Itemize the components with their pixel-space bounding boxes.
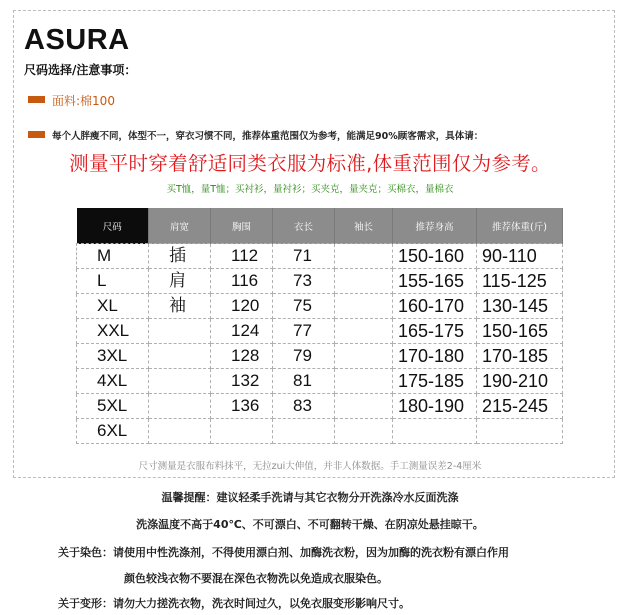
sleeve-cell bbox=[335, 344, 393, 369]
orange-bar-icon bbox=[28, 131, 45, 138]
table-row bbox=[77, 294, 563, 319]
care-tip-line-1: 温馨提醒：建议轻柔手洗请与其它衣物分开洗涤冷水反面洗涤 bbox=[161, 491, 459, 504]
table-row bbox=[77, 344, 563, 369]
size-cell: 6XL bbox=[77, 419, 149, 444]
table-header-row bbox=[77, 208, 563, 244]
column-header: 袖长 bbox=[335, 208, 393, 244]
column-header: 尺码 bbox=[77, 208, 149, 244]
chest-cell: 120 bbox=[211, 294, 273, 319]
measure-headline: 测量平时穿着舒适同类衣服为标准,体重范围仅为参考。 bbox=[69, 152, 551, 175]
dye-note-line-1: 关于染色：请使用中性洗涤剂，不得使用漂白剂、加酶洗衣粉，因为加酶的洗衣粉有漂白作用 bbox=[58, 546, 509, 559]
length-cell: 71 bbox=[273, 244, 335, 269]
weight-cell: 130-145 bbox=[477, 294, 563, 319]
length-cell: 79 bbox=[273, 344, 335, 369]
column-header: 衣长 bbox=[273, 208, 335, 244]
height-cell: 150-160 bbox=[393, 244, 477, 269]
weight-cell: 170-185 bbox=[477, 344, 563, 369]
weight-cell: 215-245 bbox=[477, 394, 563, 419]
table-row bbox=[77, 419, 563, 444]
table-row bbox=[77, 369, 563, 394]
height-cell: 175-185 bbox=[393, 369, 477, 394]
sleeve-cell bbox=[335, 319, 393, 344]
table-row bbox=[77, 269, 563, 294]
length-cell bbox=[273, 419, 335, 444]
column-header: 推荐体重(斤) bbox=[477, 208, 563, 244]
height-cell: 155-165 bbox=[393, 269, 477, 294]
sleeve-cell bbox=[335, 294, 393, 319]
brand-logo-text: ASURA bbox=[24, 24, 130, 56]
dye-note-line-2: 颜色较浅衣物不要混在深色衣物洗以免造成衣服染色。 bbox=[124, 572, 388, 585]
chest-cell bbox=[211, 419, 273, 444]
table-row bbox=[77, 394, 563, 419]
height-cell: 170-180 bbox=[393, 344, 477, 369]
length-cell: 81 bbox=[273, 369, 335, 394]
column-header: 推荐身高 bbox=[393, 208, 477, 244]
size-cell: XXL bbox=[77, 319, 149, 344]
chest-cell: 136 bbox=[211, 394, 273, 419]
weight-cell: 90-110 bbox=[477, 244, 563, 269]
sleeve-cell bbox=[335, 394, 393, 419]
shoulder-cell bbox=[149, 369, 211, 394]
sleeve-cell bbox=[335, 244, 393, 269]
page-subheading: 尺码选择/注意事项： bbox=[24, 63, 137, 77]
height-cell: 180-190 bbox=[393, 394, 477, 419]
shoulder-cell: 袖 bbox=[149, 294, 211, 319]
chest-cell: 124 bbox=[211, 319, 273, 344]
shoulder-cell bbox=[149, 419, 211, 444]
shoulder-cell bbox=[149, 319, 211, 344]
sleeve-cell bbox=[335, 419, 393, 444]
size-cell: XL bbox=[77, 294, 149, 319]
measurement-note: 尺寸测量是衣服布料抹平，无拉zui大伸值，并非人体数据。手工测量误差2-4厘米 bbox=[138, 461, 482, 472]
length-cell: 73 bbox=[273, 269, 335, 294]
size-table bbox=[76, 208, 563, 444]
height-cell: 160-170 bbox=[393, 294, 477, 319]
chest-cell: 112 bbox=[211, 244, 273, 269]
shoulder-cell bbox=[149, 344, 211, 369]
weight-cell bbox=[477, 419, 563, 444]
sleeve-cell bbox=[335, 369, 393, 394]
weight-cell: 115-125 bbox=[477, 269, 563, 294]
shoulder-cell: 插 bbox=[149, 244, 211, 269]
length-cell: 83 bbox=[273, 394, 335, 419]
shoulder-cell: 肩 bbox=[149, 269, 211, 294]
table-row bbox=[77, 319, 563, 344]
table-row bbox=[77, 244, 563, 269]
size-cell: L bbox=[77, 269, 149, 294]
size-cell: M bbox=[77, 244, 149, 269]
fabric-label: 面料:棉100 bbox=[52, 94, 115, 108]
sleeve-cell bbox=[335, 269, 393, 294]
orange-bar-icon bbox=[28, 96, 45, 103]
fit-note: 每个人胖瘦不同，体型不一，穿衣习惯不同，推荐体重范围仅为参考，能满足90%顾客需求，具体请： bbox=[52, 131, 484, 142]
chest-cell: 132 bbox=[211, 369, 273, 394]
chest-cell: 128 bbox=[211, 344, 273, 369]
size-cell: 4XL bbox=[77, 369, 149, 394]
height-cell bbox=[393, 419, 477, 444]
weight-cell: 190-210 bbox=[477, 369, 563, 394]
measure-instructions: 买T恤，量T恤；买衬衫，量衬衫；买夹克，量夹克；买棉衣，量棉衣 bbox=[166, 184, 454, 195]
size-cell: 3XL bbox=[77, 344, 149, 369]
height-cell: 165-175 bbox=[393, 319, 477, 344]
length-cell: 77 bbox=[273, 319, 335, 344]
shoulder-cell bbox=[149, 394, 211, 419]
chest-cell: 116 bbox=[211, 269, 273, 294]
care-tip-line-2: 洗涤温度不高于40℃、不可漂白、不可翻转干燥、在阴凉处悬挂晾干。 bbox=[136, 518, 484, 531]
length-cell: 75 bbox=[273, 294, 335, 319]
size-cell: 5XL bbox=[77, 394, 149, 419]
column-header: 胸围 bbox=[211, 208, 273, 244]
deformation-note: 关于变形：请勿大力搓洗衣物，洗衣时间过久，以免衣服变形影响尺寸。 bbox=[58, 597, 410, 610]
column-header: 肩宽 bbox=[149, 208, 211, 244]
weight-cell: 150-165 bbox=[477, 319, 563, 344]
